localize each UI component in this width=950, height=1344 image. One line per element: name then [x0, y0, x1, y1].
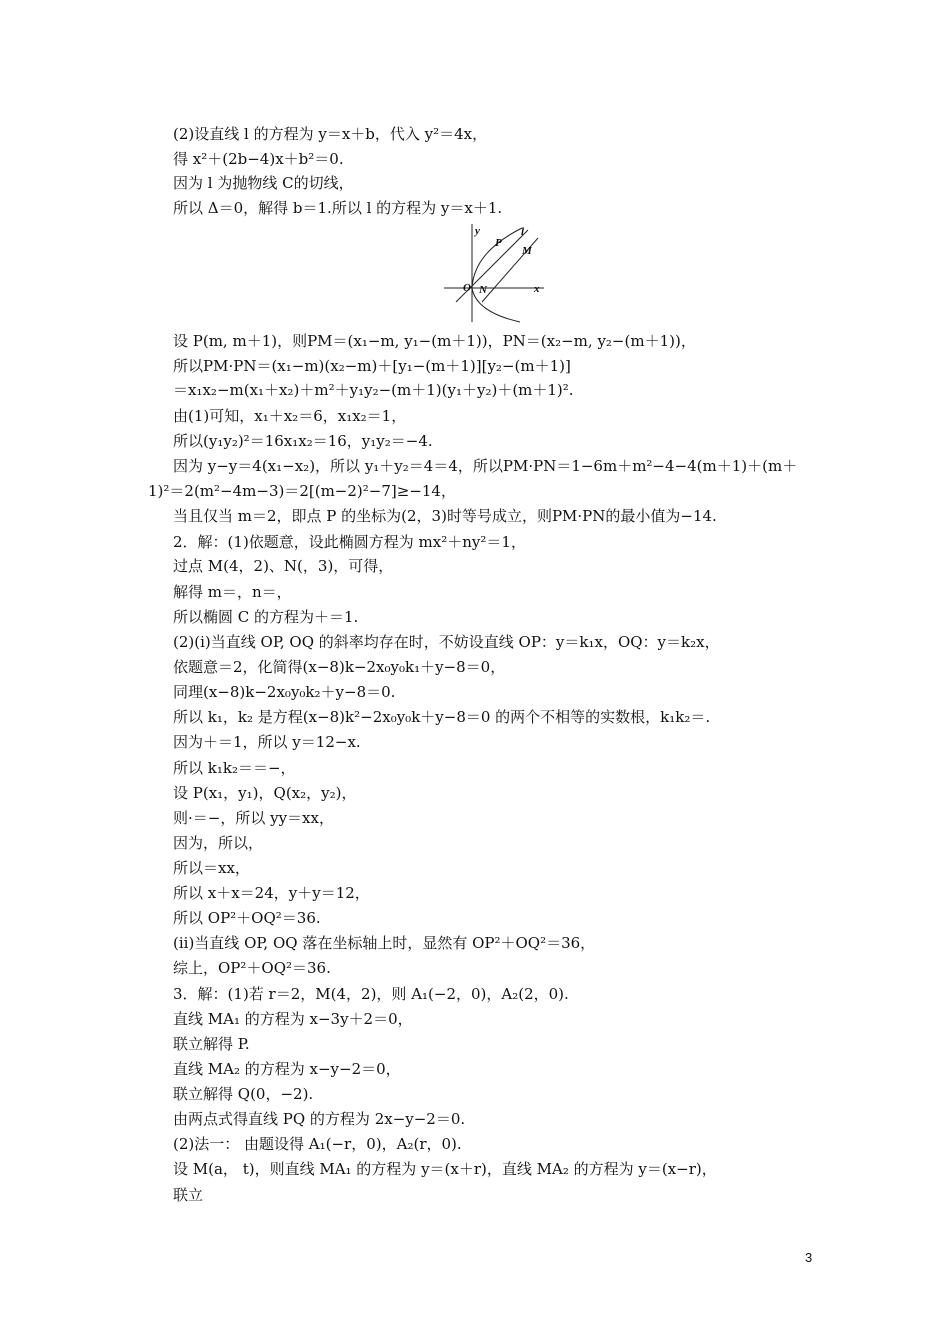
text-line: (2)法一： 由题设得 A₁(−r，0)，A₂(r，0). — [173, 1135, 462, 1153]
text-line: 解得 m＝，n＝， — [173, 583, 292, 601]
text-line: 综上，OP²＋OQ²＝36. — [173, 959, 331, 977]
text-line: 所以＝xx， — [173, 859, 250, 877]
text-line: ＝x₁x₂−m(x₁＋x₂)＋m²＋y₁y₂−(m＋1)(y₁＋y₂)＋(m＋1)². — [173, 381, 574, 399]
text-line: 设 M(a， t)，则直线 MA₁ 的方程为 y＝(x＋r)，直线 MA₂ 的方程为 y＝(x−r)， — [173, 1160, 717, 1178]
text-line: 因为 l 为抛物线 C的切线， — [173, 174, 354, 192]
label-N: N — [479, 284, 487, 296]
text-line: 2．解：(1)依题意，设此椭圆方程为 mx²＋ny²＝1， — [173, 533, 526, 551]
text-line: 3．解：(1)若 r＝2，M(4，2)，则 A₁(−2，0)，A₂(2，0). — [173, 985, 569, 1003]
text-line: 联立解得 Q(0，−2). — [173, 1085, 314, 1103]
parabola-figure — [442, 222, 546, 324]
label-M: M — [522, 245, 532, 257]
text-line: 依题意＝2，化简得(x−8)k−2x₀y₀k₁＋y−8＝0， — [173, 658, 506, 676]
label-O: O — [463, 282, 471, 294]
text-line: 过点 M(4，2)、N(，3)，可得， — [173, 557, 394, 575]
text-line: 所以 k₁k₂＝＝−， — [173, 759, 296, 777]
label-l: l — [521, 226, 525, 238]
text-line: 直线 MA₂ 的方程为 x−y−2＝0， — [173, 1060, 401, 1078]
text-line: 所以 x＋x＝24，y＋y＝12， — [173, 884, 370, 902]
text-line: 所以 Δ＝0，解得 b＝1.所以 l 的方程为 y＝x＋1. — [173, 199, 503, 217]
label-x: x — [534, 283, 540, 295]
text-line: 因为 y−y＝4(x₁−x₂)，所以 y₁＋y₂＝4＝4，所以PM·PN＝1−6m＋m²−4−4(m＋1)＋(m＋ — [173, 457, 798, 475]
text-line: 联立解得 P. — [173, 1035, 250, 1053]
label-P: P — [495, 237, 502, 249]
text-line: 由(1)可知，x₁＋x₂＝6，x₁x₂＝1， — [173, 407, 407, 425]
text-line: 设 P(x₁，y₁)，Q(x₂，y₂)， — [173, 784, 357, 802]
text-line: 因为，所以， — [173, 834, 264, 852]
text-line: 所以PM·PN＝(x₁−m)(x₂−m)＋[y₁−(m＋1)][y₂−(m＋1)] — [173, 357, 571, 375]
text-line: 所以 OP²＋OQ²＝36. — [173, 909, 321, 927]
text-line: (ii)当直线 OP, OQ 落在坐标轴上时，显然有 OP²＋OQ²＝36， — [173, 934, 596, 952]
text-line: 当且仅当 m＝2，即点 P 的坐标为(2，3)时等号成立，则PM·PN的最小值为−14. — [173, 507, 717, 525]
text-line: 设 P(m, m＋1)，则PM＝(x₁−m, y₁−(m＋1))，PN＝(x₂−m, y₂−(m＋1))， — [173, 332, 696, 350]
text-line: 由两点式得直线 PQ 的方程为 2x−y−2＝0. — [173, 1110, 466, 1128]
text-line: 1)²＝2(m²−4m−3)＝2[(m−2)²−7]≥−14， — [148, 482, 456, 500]
text-line: 联立 — [173, 1186, 204, 1204]
text-line: 直线 MA₁ 的方程为 x−3y＋2＝0， — [173, 1010, 413, 1028]
text-line: 所以椭圆 C 的方程为＋＝1. — [173, 608, 359, 626]
text-line: 因为＋＝1，所以 y＝12−x. — [173, 733, 361, 751]
text-line: 所以 k₁，k₂ 是方程(x−8)k²−2x₀y₀k＋y−8＝0 的两个不相等的实数根，k₁k₂＝. — [173, 708, 711, 726]
text-line: 同理(x−8)k−2x₀y₀k₂＋y−8＝0. — [173, 683, 396, 701]
text-line: (2)设直线 l 的方程为 y＝x＋b，代入 y²＝4x， — [173, 125, 488, 143]
text-line: 得 x²＋(2b−4)x＋b²＝0. — [173, 150, 344, 168]
text-line: 则·＝−，所以 yy＝xx， — [173, 809, 334, 827]
text-line: 所以(y₁y₂)²＝16x₁x₂＝16，y₁y₂＝−4. — [173, 432, 433, 450]
text-line: (2)(i)当直线 OP, OQ 的斜率均存在时，不妨设直线 OP：y＝k₁x，OQ：y＝k₂x， — [173, 633, 720, 651]
page-number: 3 — [805, 1250, 813, 1265]
label-y: y — [475, 225, 480, 237]
